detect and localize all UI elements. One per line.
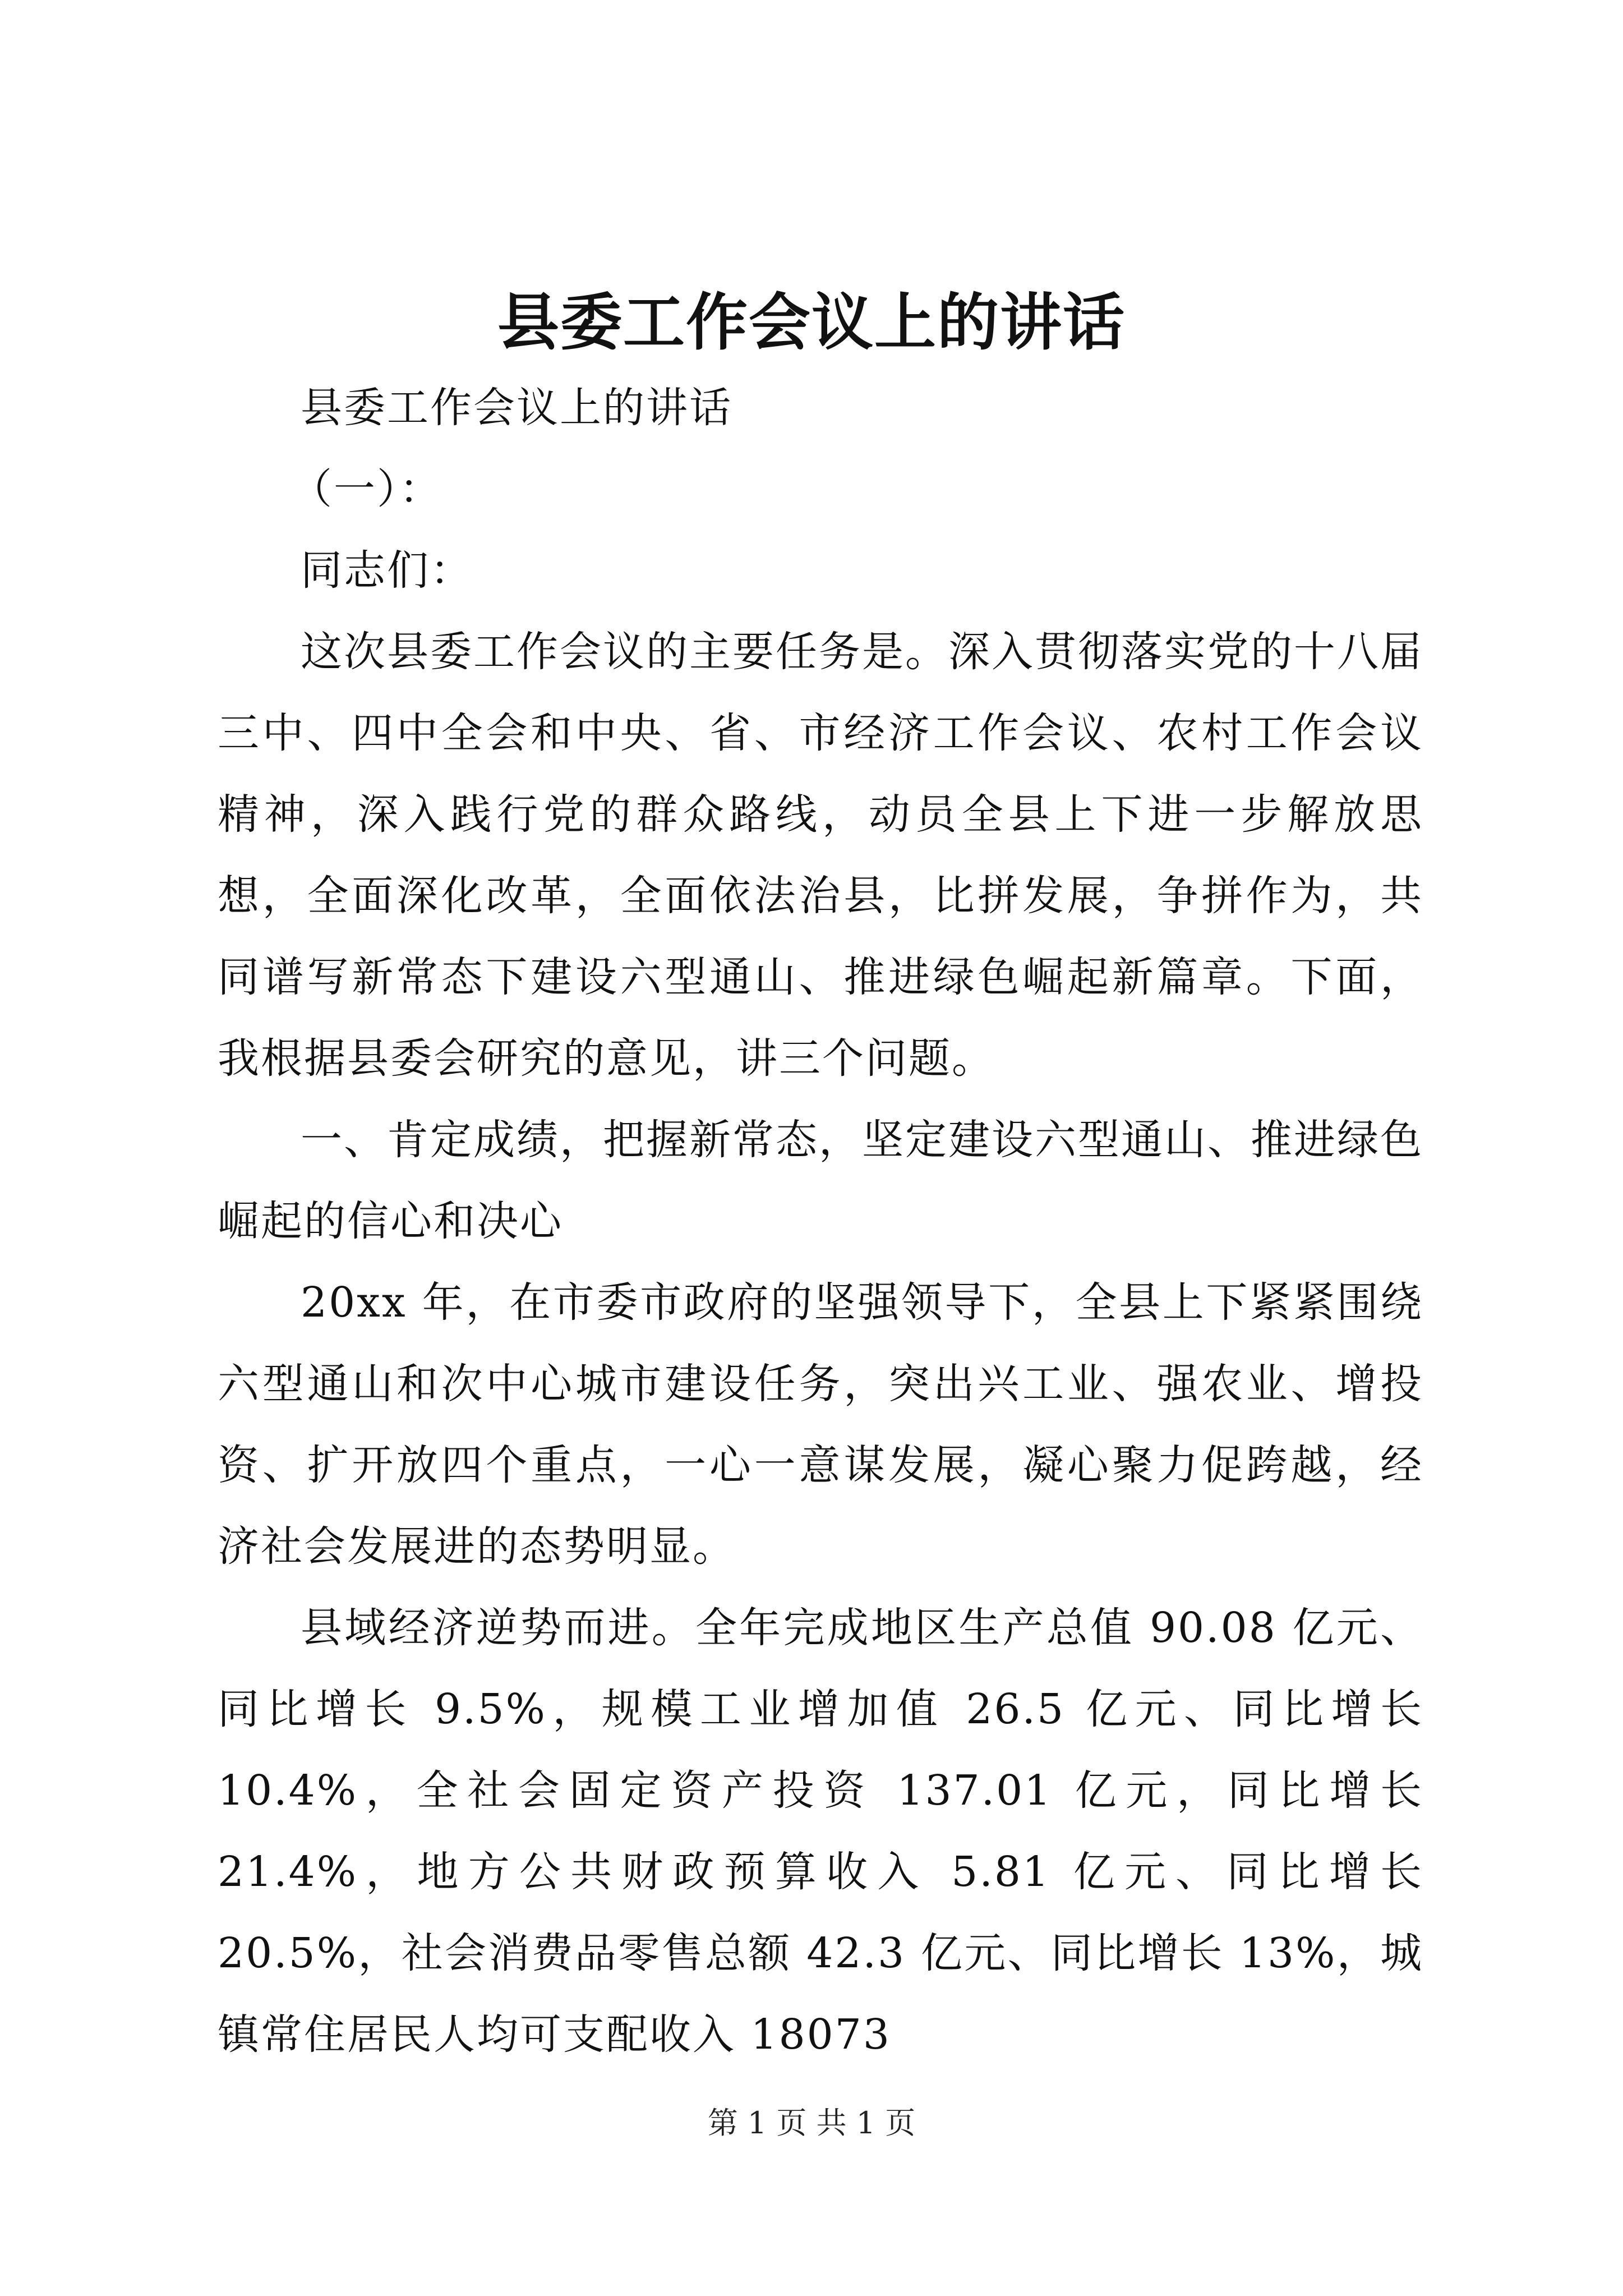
document-body <box>218 367 1423 2076</box>
body-paragraph: 20xx 年，在市委市政府的坚强领导下，全县上下紧紧围绕六型通山和次中心城市建设任务，突出兴工业、强农业、增投资、扩开放四个重点，一心一意谋发展，凝心聚力促跨越，经济社会发展进的态势明显。 <box>218 1278 1423 1571</box>
section-heading-1: 一、肯定成绩，把握新常态，坚定建设六型通山、推进绿色崛起的信心和决心 <box>218 1116 1423 1245</box>
body-paragraph: 县域经济逆势而进。全年完成地区生产总值 90.08 亿元、同比增长 9.5%，规模工业增加值 26.5 亿元、同比增长 10.4%，全社会固定资产投资 137.01 亿元，同比增长 21.4%，地方公共财政预算收入 5.81 亿元、同比增长 20.5%，社会消费品零售总额 42.3 亿元、同比增长 13%，城镇常住居民人均可支配收入 18073 <box>218 1604 1423 2059</box>
page-title: 县委工作会议上的讲话 <box>497 286 1126 358</box>
subtitle-paragraph: 县委工作会议上的讲话 <box>301 384 732 432</box>
salutation: 同志们： <box>301 546 473 595</box>
section-marker: （一）： <box>291 465 442 513</box>
page-footer: 第 1 页 共 1 页 <box>707 2105 916 2141</box>
intro-paragraph: 这次县委工作会议的主要任务是。深入贯彻落实党的十八届三中、四中全会和中央、省、市经济工作会议、农村工作会议精神，深入践行党的群众路线，动员全县上下进一步解放思想，全面深化改革，全面依法治县，比拼发展，争拼作为，共同谱写新常态下建设六型通山、推进绿色崛起新篇章。下面，我根据县委会研究的意见，讲三个问题。 <box>218 628 1423 1083</box>
